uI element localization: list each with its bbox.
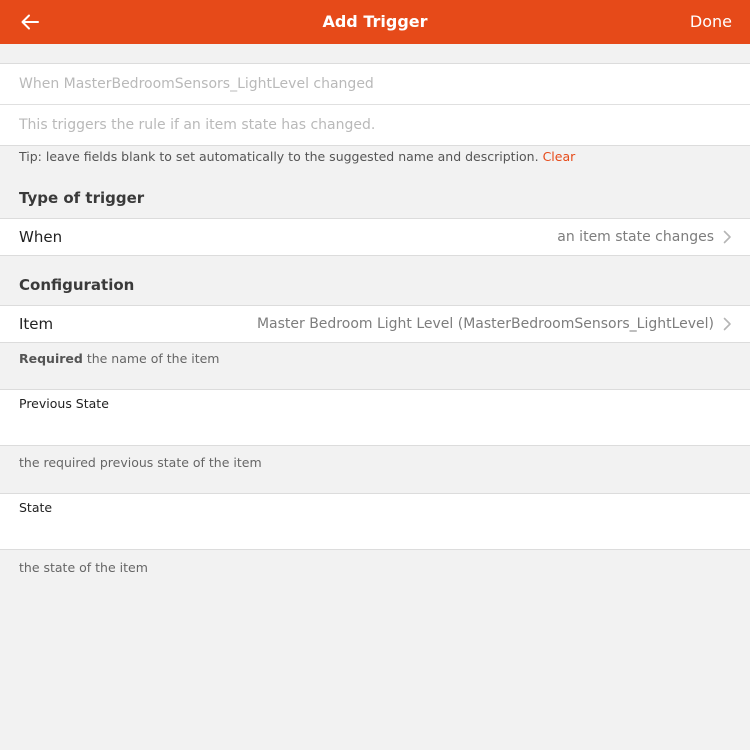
- page-title: Add Trigger: [322, 12, 428, 31]
- section-title-configuration: Configuration: [19, 276, 135, 294]
- clear-link[interactable]: Clear: [542, 149, 576, 164]
- tip-message: Tip: leave fields blank to set automatically to the suggested name and description.: [19, 149, 539, 164]
- state-input[interactable]: [19, 520, 719, 544]
- navbar: [0, 0, 750, 44]
- when-value: an item state changes: [557, 229, 714, 245]
- name-row: [0, 64, 750, 104]
- name-input[interactable]: [19, 76, 719, 92]
- when-label: When: [19, 228, 63, 246]
- done-button[interactable]: Done: [689, 12, 732, 31]
- item-label: Item: [19, 315, 54, 333]
- when-row[interactable]: [0, 218, 750, 256]
- tip-text: [19, 149, 575, 164]
- chevron-right-icon: [722, 317, 732, 331]
- back-button[interactable]: [12, 6, 48, 38]
- description-input[interactable]: [19, 117, 719, 133]
- item-helper-text: the name of the item: [86, 351, 220, 366]
- content-area: [0, 44, 750, 750]
- state-field: [0, 493, 750, 550]
- item-value: Master Bedroom Light Level (MasterBedroomSensors_LightLevel): [256, 316, 714, 332]
- previous-state-helper: the required previous state of the item: [19, 455, 262, 470]
- state-helper: the state of the item: [19, 560, 148, 575]
- required-label: Required: [19, 351, 83, 366]
- chevron-right-icon: [722, 230, 732, 244]
- arrow-left-icon: [21, 14, 39, 30]
- name-description-group: [0, 63, 750, 146]
- item-helper: [19, 351, 219, 366]
- previous-state-input[interactable]: [19, 416, 719, 440]
- section-title-trigger-type: Type of trigger: [19, 189, 145, 207]
- item-row[interactable]: [0, 305, 750, 343]
- description-row: [0, 104, 750, 145]
- previous-state-field: [0, 389, 750, 446]
- previous-state-label: Previous State: [19, 396, 109, 411]
- state-label: State: [19, 500, 53, 515]
